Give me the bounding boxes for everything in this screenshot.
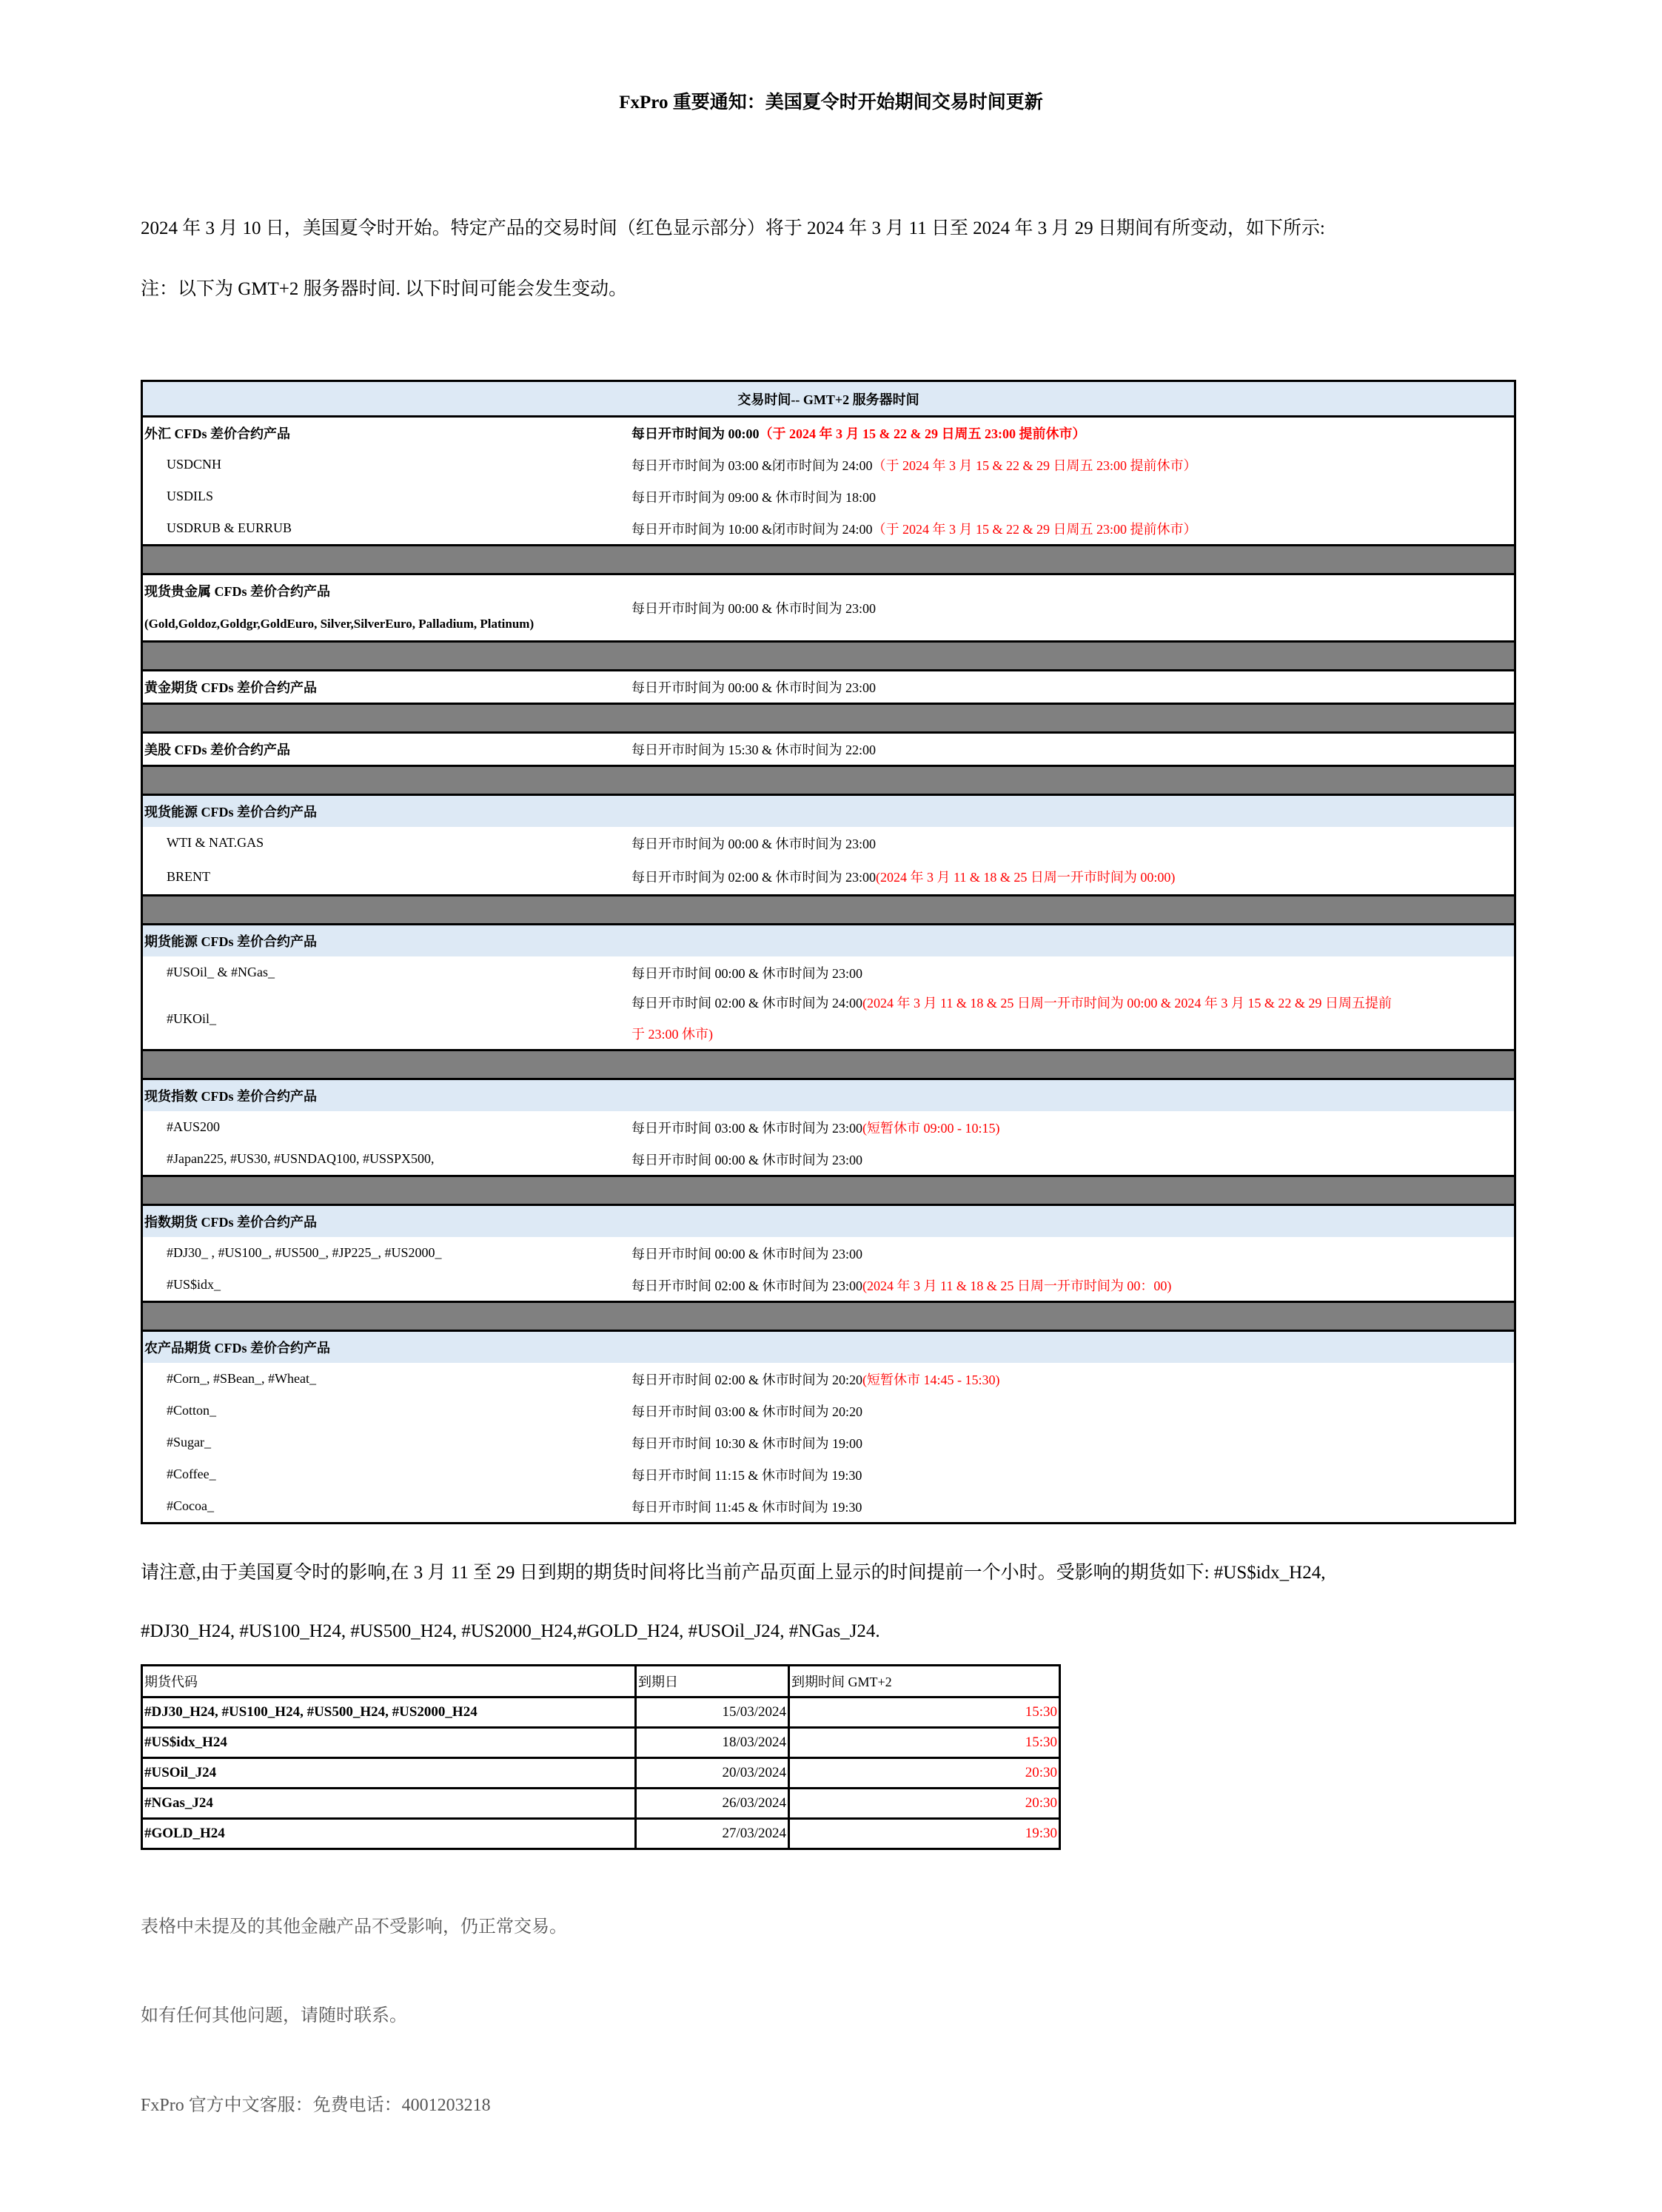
trading-time: 每日开市时间为 10:00 &闭市时间为 24:00（于 2024 年 3 月 15 & 22 & 29 日周五 23:00 提前休市） <box>631 521 1197 537</box>
trading-time: 每日开市时间 03:00 & 休市时间为 20:20 <box>631 1404 863 1419</box>
category-label: 指数期货 CFDs 差价合约产品 <box>144 1215 317 1230</box>
table-row <box>143 988 1514 1049</box>
product-name: #Japan225, #US30, #USNDAQ100, #USSPX500, <box>167 1151 435 1166</box>
table-row <box>143 480 1514 512</box>
trading-time: 每日开市时间为 00:00 & 休市时间为 23:00 <box>631 601 877 616</box>
change-note: (2024 年 3 月 11 & 18 & 25 日周一开市时间为 00：00) <box>862 1278 1172 1293</box>
expiry-time: 15:30 <box>789 1697 1060 1728</box>
table-row <box>143 1395 1514 1427</box>
table-row <box>142 1819 1060 1849</box>
change-note: （于 2024 年 3 月 15 & 22 & 29 日周五 23:00 提前休市） <box>872 458 1197 473</box>
col-header-code: 期货代码 <box>142 1666 636 1697</box>
expiry-time: 20:30 <box>789 1789 1060 1819</box>
dst-note-line-2: #DJ30_H24, #US100_H24, #US500_H24, #US2000_H24,#GOLD_H24, #USOil_J24, #NGas_J24. <box>141 1621 880 1641</box>
trading-time: 每日开市时间 10:30 & 休市时间为 19:00 <box>631 1435 863 1451</box>
separator-row <box>143 1049 1514 1080</box>
unaffected-note: 表格中未提及的其他金融产品不受影响，仍正常交易。 <box>141 1917 567 1937</box>
category-label: 现货贵金属 CFDs 差价合约产品 <box>144 584 330 599</box>
separator-row <box>143 640 1514 671</box>
table-row <box>142 1758 1060 1789</box>
category-label: 农产品期货 CFDs 差价合约产品 <box>144 1341 330 1355</box>
change-note: （于 2024 年 3 月 15 & 22 & 29 日周五 23:00 提前休市） <box>872 521 1197 537</box>
expiry-date: 20/03/2024 <box>636 1758 789 1789</box>
product-name: #DJ30_ , #US100_, #US500_, #JP225_, #US2000_ <box>167 1245 442 1260</box>
trading-time: 每日开市时间 11:15 & 休市时间为 19:30 <box>631 1467 862 1483</box>
table-row <box>143 859 1514 894</box>
category-row-index-futures <box>143 1206 1514 1237</box>
col-header-date: 到期日 <box>636 1666 789 1697</box>
table-row <box>142 1728 1060 1758</box>
trading-hours-table <box>141 380 1516 1524</box>
product-name: #Coffee_ <box>167 1467 216 1481</box>
trading-time: 每日开市时间为 00:00（于 2024 年 3 月 15 & 22 & 29 日周五 23:00 提前休市） <box>631 426 1086 441</box>
change-note: (2024 年 3 月 11 & 18 & 25 日周一开市时间为 00:00) <box>876 870 1176 885</box>
table-row <box>143 1237 1514 1269</box>
trading-time: 每日开市时间 02:00 & 休市时间为 24:00(2024 年 3 月 11 & 18 & 25 日周一开市时间为 00:00 & 2024 年 3 月 15 & 22 & 29 日周五提前 于 23:00 休市) <box>631 988 1514 1050</box>
col-header-time: 到期时间 GMT+2 <box>789 1666 1060 1697</box>
category-label: 外汇 CFDs 差价合约产品 <box>144 426 290 441</box>
trading-time: 每日开市时间 02:00 & 休市时间为 23:00(2024 年 3 月 11 & 18 & 25 日周一开市时间为 00：00) <box>631 1278 1172 1293</box>
futures-code: #USOil_J24 <box>142 1758 636 1789</box>
product-name: #Cotton_ <box>167 1403 217 1418</box>
change-note: (短暂休市 09:00 - 10:15) <box>862 1120 1000 1136</box>
trading-time: 每日开市时间为 02:00 & 休市时间为 23:00(2024 年 3 月 11 & 18 & 25 日周一开市时间为 00:00) <box>631 870 1176 885</box>
intro-text: 2024 年 3 月 10 日，美国夏令时开始。特定产品的交易时间（红色显示部分）将于 2024 年 3 月 11 日至 2024 年 3 月 29 日期间有所变动，如下所示: <box>141 218 1325 238</box>
expiry-header-row <box>142 1666 1060 1697</box>
category-label: 期货能源 CFDs 差价合约产品 <box>144 934 317 949</box>
trading-time: 每日开市时间 00:00 & 休市时间为 23:00 <box>631 965 863 981</box>
change-note-continued: 于 23:00 休市) <box>631 1027 713 1042</box>
table-row <box>143 1363 1514 1395</box>
expiry-date: 18/03/2024 <box>636 1728 789 1758</box>
category-cell <box>143 575 631 640</box>
table-row <box>143 1458 1514 1490</box>
category-row-us-stocks <box>143 734 1514 765</box>
change-note: (短暂休市 14:45 - 15:30) <box>862 1372 1000 1387</box>
table-row <box>143 449 1514 480</box>
table-row <box>143 1269 1514 1301</box>
table-row <box>142 1697 1060 1728</box>
table-row <box>143 512 1514 544</box>
product-name: #Corn_, #SBean_, #Wheat_ <box>167 1371 316 1386</box>
separator-row <box>143 765 1514 796</box>
category-row-futures-energy <box>143 925 1514 956</box>
product-name: #US$idx_ <box>167 1277 221 1292</box>
trading-time: 每日开市时间 02:00 & 休市时间为 20:20(短暂休市 14:45 - 15:30) <box>631 1372 1000 1387</box>
table-header-text: 交易时间-- GMT+2 服务器时间 <box>737 392 919 407</box>
futures-code: #NGas_J24 <box>142 1789 636 1819</box>
expiry-date: 26/03/2024 <box>636 1789 789 1819</box>
expiry-time: 15:30 <box>789 1728 1060 1758</box>
trading-time: 每日开市时间 00:00 & 休市时间为 23:00 <box>631 1246 863 1261</box>
category-row-agri-futures <box>143 1332 1514 1363</box>
category-label: 现货指数 CFDs 差价合约产品 <box>144 1089 317 1104</box>
product-name: WTI & NAT.GAS <box>167 835 264 850</box>
product-name: #AUS200 <box>167 1119 221 1134</box>
separator-row <box>143 1301 1514 1332</box>
contact-note: 如有任何其他问题，请随时联系。 <box>141 2006 407 2025</box>
trading-time: 每日开市时间 11:45 & 休市时间为 19:30 <box>631 1499 862 1515</box>
expiry-table <box>141 1664 1061 1850</box>
category-row-spot-index <box>143 1080 1514 1111</box>
table-row <box>143 827 1514 859</box>
hotline-text: FxPro 官方中文客服：免费电话：4001203218 <box>141 2096 491 2115</box>
category-row-spot-energy <box>143 796 1514 827</box>
product-name: #USOil_ & #NGas_ <box>167 965 275 979</box>
table-row <box>143 1143 1514 1175</box>
product-name: USDILS <box>167 489 214 503</box>
table-header <box>143 382 1514 418</box>
trading-time: 每日开市时间为 09:00 & 休市时间为 18:00 <box>631 489 877 505</box>
change-note: （于 2024 年 3 月 15 & 22 & 29 日周五 23:00 提前休市） <box>759 426 1086 441</box>
table-row <box>142 1789 1060 1819</box>
expiry-date: 15/03/2024 <box>636 1697 789 1728</box>
page-title: FxPro 重要通知：美国夏令时开始期间交易时间更新 <box>619 93 1043 113</box>
product-name: USDRUB & EURRUB <box>167 520 292 535</box>
separator-row <box>143 1175 1514 1206</box>
note-text: 注：以下为 GMT+2 服务器时间. 以下时间可能会发生变动。 <box>141 279 628 299</box>
separator-row <box>143 703 1514 734</box>
product-name: BRENT <box>167 868 211 884</box>
product-name: #Sugar_ <box>167 1435 211 1449</box>
separator-row <box>143 544 1514 575</box>
category-label: 现货能源 CFDs 差价合约产品 <box>144 805 317 820</box>
product-name: USDCNH <box>167 457 222 472</box>
product-name: #Cocoa_ <box>167 1498 214 1513</box>
expiry-time: 20:30 <box>789 1758 1060 1789</box>
category-row-gold-futures <box>143 671 1514 703</box>
trading-time: 每日开市时间为 03:00 &闭市时间为 24:00（于 2024 年 3 月 15 & 22 & 29 日周五 23:00 提前休市） <box>631 458 1197 473</box>
expiry-time: 19:30 <box>789 1819 1060 1849</box>
category-row-fx <box>143 418 1514 449</box>
trading-time: 每日开市时间 03:00 & 休市时间为 23:00(短暂休市 09:00 - 10:15) <box>631 1120 1000 1136</box>
category-label: 美股 CFDs 差价合约产品 <box>144 743 290 757</box>
trading-time: 每日开市时间为 00:00 & 休市时间为 23:00 <box>631 680 877 695</box>
product-list: (Gold,Goldoz,Goldgr,GoldEuro, Silver,SilverEuro, Palladium, Platinum) <box>144 617 535 631</box>
table-row <box>143 1111 1514 1143</box>
trading-time: 每日开市时间 00:00 & 休市时间为 23:00 <box>631 1152 863 1167</box>
table-row <box>143 956 1514 988</box>
table-row <box>143 1490 1514 1522</box>
trading-time: 每日开市时间为 00:00 & 休市时间为 23:00 <box>631 836 877 851</box>
futures-code: #GOLD_H24 <box>142 1819 636 1849</box>
change-note: (2024 年 3 月 11 & 18 & 25 日周一开市时间为 00:00 & 2024 年 3 月 15 & 22 & 29 日周五提前 <box>862 996 1392 1011</box>
category-label: 黄金期货 CFDs 差价合约产品 <box>144 680 317 695</box>
expiry-date: 27/03/2024 <box>636 1819 789 1849</box>
product-name: #UKOil_ <box>167 1011 216 1026</box>
trading-time: 每日开市时间为 15:30 & 休市时间为 22:00 <box>631 743 877 757</box>
dst-note-line-1: 请注意,由于美国夏令时的影响,在 3 月 11 至 29 日到期的期货时间将比当前产品页面上显示的时间提前一个小时。受影响的期货如下: #US$idx_H24, <box>141 1563 1326 1583</box>
futures-code: #US$idx_H24 <box>142 1728 636 1758</box>
category-row-metals <box>143 575 1514 640</box>
table-row <box>143 1427 1514 1458</box>
separator-row <box>143 894 1514 925</box>
futures-code: #DJ30_H24, #US100_H24, #US500_H24, #US2000_H24 <box>142 1697 636 1728</box>
